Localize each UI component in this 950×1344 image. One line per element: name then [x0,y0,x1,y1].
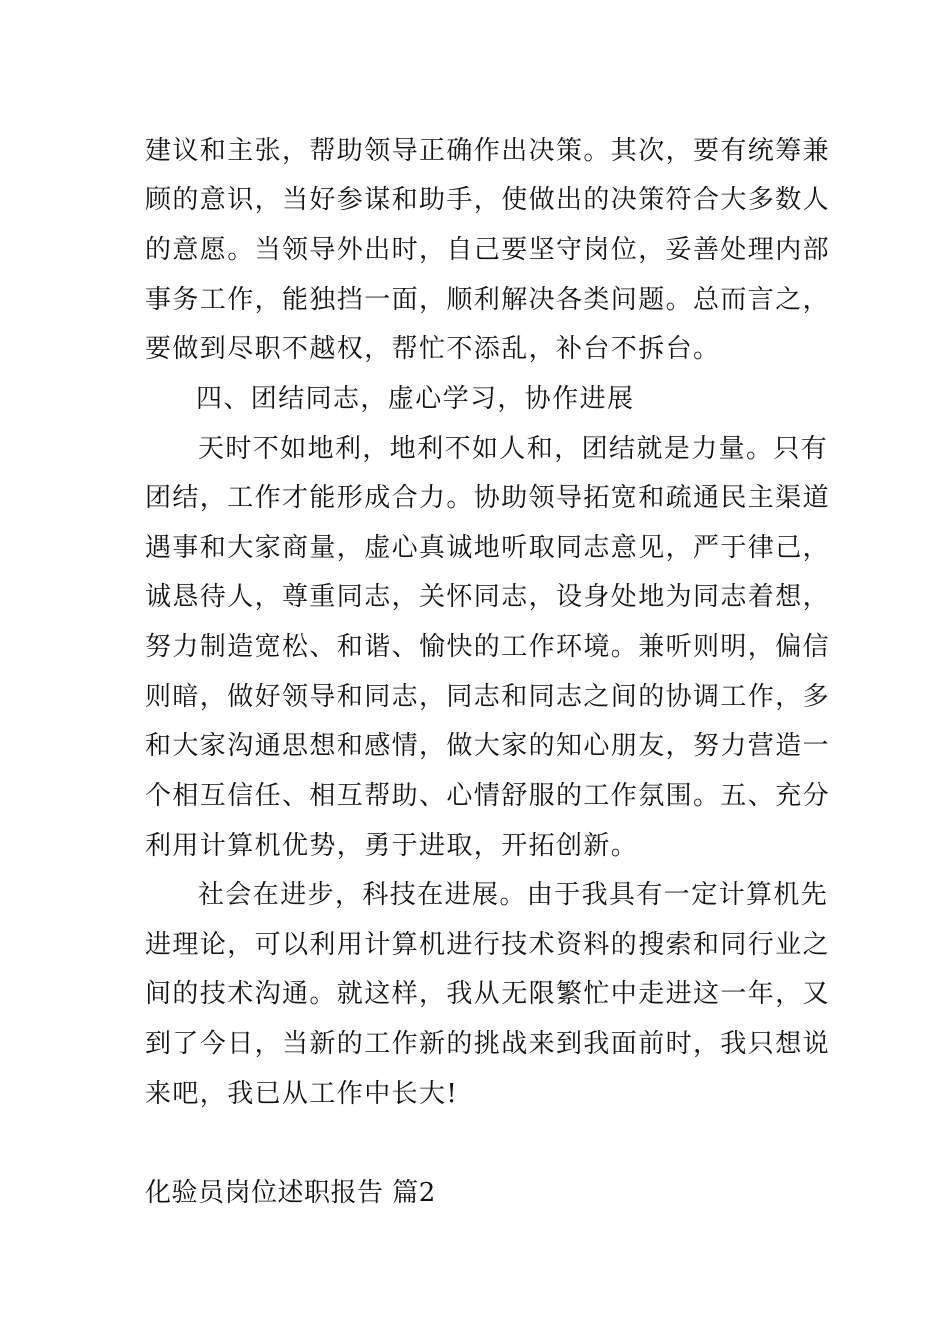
paragraph-2-line-8: 个相互信任、相互帮助、心情舒服的工作氛围。五、充分 [145,781,831,811]
paragraph-2-line-3: 遇事和大家商量，虚心真诚地听取同志意见，严于律己， [145,533,831,563]
paragraph-2-line-1: 天时不如地利，地利不如人和，团结就是力量。只有 [198,434,829,464]
paragraph-3-line-3: 间的技术沟通。就这样，我从无限繁忙中走进这一年，又 [145,979,831,1009]
paragraph-3-line-2: 进理论，可以利用计算机进行技术资料的搜索和同行业之 [145,930,831,960]
paragraph-1-line-4: 事务工作，能独挡一面，顺利解决各类问题。总而言之， [145,285,831,315]
paragraph-2-line-9: 利用计算机优势，勇于进取，开拓创新。 [145,831,639,861]
paragraph-3-line-5: 来吧，我已从工作中长大! [145,1079,459,1109]
paragraph-2-line-4: 诚恳待人，尊重同志，关怀同志，设身处地为同志着想， [145,582,831,612]
paragraph-1-line-5: 要做到尽职不越权，帮忙不添乱，补台不拆台。 [145,334,721,364]
paragraph-2-line-7: 和大家沟通思想和感情，做大家的知心朋友，努力营造一 [145,731,831,761]
section-4-heading: 四、团结同志，虚心学习，协作进展 [196,384,635,414]
paragraph-1-line-2: 顾的意识，当好参谋和助手，使做出的决策符合大多数人 [145,185,831,215]
paragraph-3-line-1: 社会在进步，科技在进展。由于我具有一定计算机先 [198,880,829,910]
report-title: 化验员岗位述职报告 篇2 [145,1178,436,1208]
paragraph-2-line-2: 团结，工作才能形成合力。协助领导拓宽和疏通民主渠道 [145,483,831,513]
paragraph-2-line-5: 努力制造宽松、和谐、愉快的工作环境。兼听则明，偏信 [145,632,831,662]
paragraph-1-line-3: 的意愿。当领导外出时，自己要坚守岗位，妥善处理内部 [145,235,831,265]
paragraph-1-line-1: 建议和主张，帮助领导正确作出决策。其次，要有统筹兼 [145,136,831,166]
paragraph-3-line-4: 到了今日，当新的工作新的挑战来到我面前时，我只想说 [145,1029,831,1059]
paragraph-2-line-6: 则暗，做好领导和同志，同志和同志之间的协调工作，多 [145,682,831,712]
